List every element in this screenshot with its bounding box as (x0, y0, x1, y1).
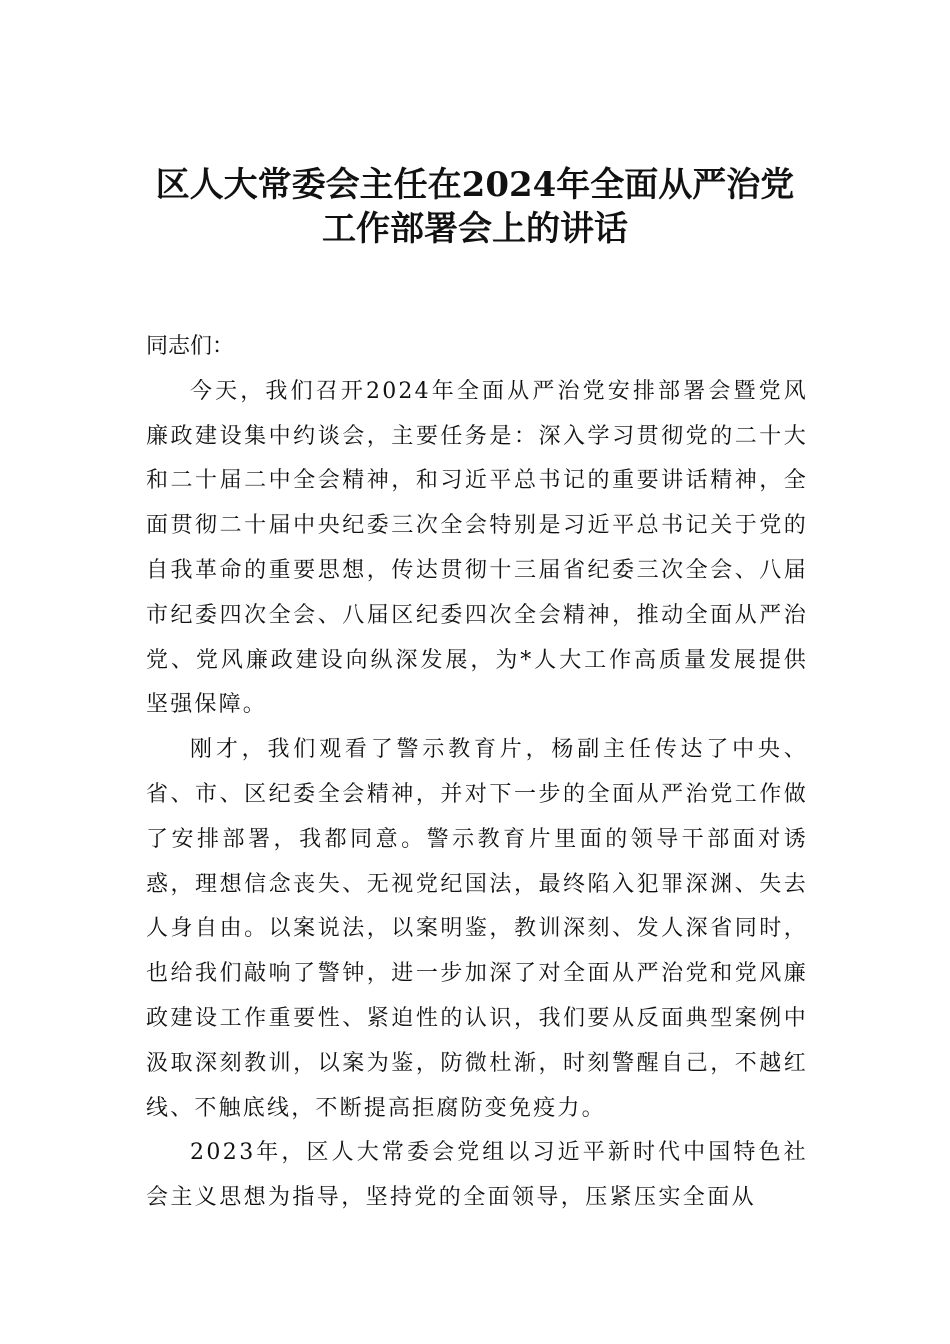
document-title-line-2: 工作部署会上的讲话 (322, 209, 628, 249)
paragraph-2: 刚才，我们观看了警示教育片，杨副主任传达了中央、省、市、区纪委全会精神，并对下一步的全面从严治党工作做了安排部署，我都同意。警示教育片里面的领导干部面对诱惑，理想信念丧失、无视党纪国法，最终陷入犯罪深渊、失去人身自由。以案说法，以案明鉴，教训深刻、发人深省同时，也给我们敲响了警钟，进一步加深了对全面从严治党和党风廉政建设工作重要性、紧迫性的认识，我们要从反面典型案例中汲取深刻教训，以案为鉴，防微杜渐，时刻警醒自己，不越红线、不触底线，不断提高拒腐防变免疫力。 (146, 737, 808, 1121)
salutation: 同志们： (146, 334, 235, 359)
document-title-line-1: 区人大常委会主任在2024年全面从严治党 (155, 165, 795, 205)
paragraph-1: 今天，我们召开2024年全面从严治党安排部署会暨党风廉政建设集中约谈会，主要任务是：深入学习贯彻党的二十大和二十届二中全会精神，和习近平总书记的重要讲话精神，全面贯彻二十届中央纪委三次全会特别是习近平总书记关于党的自我革命的重要思想，传达贯彻十三届省纪委三次全会、八届市纪委四次全会、八届区纪委四次全会精神，推动全面从严治党、党风廉政建设向纵深发展，为*人大工作高质量发展提供坚强保障。 (146, 378, 808, 718)
paragraph-3: 2023年，区人大常委会党组以习近平新时代中国特色社会主义思想为指导，坚持党的全面领导，压紧压实全面从 (146, 1140, 808, 1211)
document-body (146, 325, 808, 1221)
